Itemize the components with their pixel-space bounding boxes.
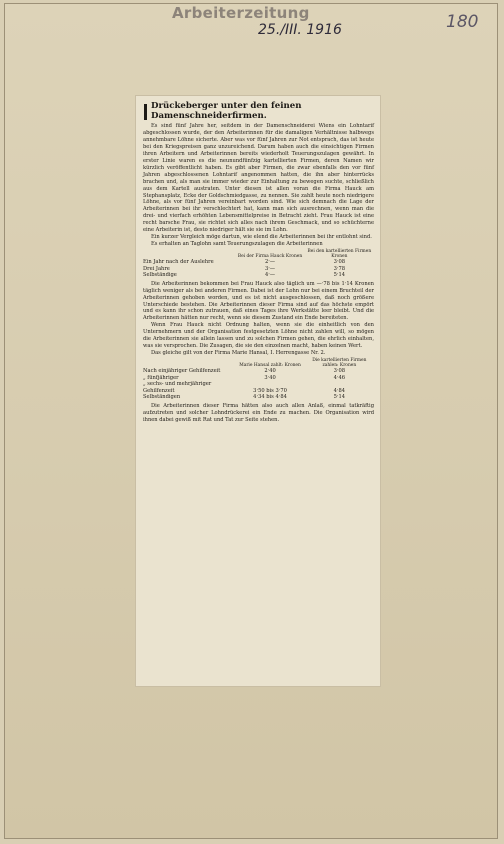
table-row: Gehilfenzeit 3·50 bis 3·70 4·84 [143, 387, 346, 394]
table-row: Drei Jahre 3·— 3·78 [143, 265, 346, 272]
table-header-row: Bei der Firma Hauck Kronen Bei den kartellierten Firmen Kronen [237, 249, 372, 260]
wage-table-hansal [143, 358, 374, 401]
archive-number: 180 [446, 12, 479, 32]
table-header-row: Marie Hansal zahlt: Kronen Die kartellierten Firmen zahlen: Kronen [239, 358, 367, 369]
handwritten-date: 25./III. 1916 [258, 22, 342, 38]
wage-table-hauck [143, 249, 374, 279]
table-row: Ein Jahr nach der Auslehre 2·— 3·08 [143, 259, 346, 266]
article-paragraph: Die Arbeiterinnen dieser Firma hätten also auch allen Anlaß, einmal tatkräftig aufzutreten und solcher Lohndrückerei ein Ende zu machen. Die Organisation wird ihnen dabei gewiß mit Rat und Tat zur Seite stehen. [143, 402, 374, 423]
table-row: Nach einjähriger Gehilfenzeit 2·40 3·08 [143, 368, 346, 375]
article-paragraph: Das gleiche gilt von der Firma Marie Hansal, I. Herrengasse Nr. 2. [151, 350, 326, 357]
newspaper-clipping [136, 96, 380, 686]
newspaper-stamp: Arbeiterzeitung [172, 4, 310, 22]
table-row: Selbständigen 4·34 bis 4·84 5·14 [143, 394, 346, 401]
article-paragraph: Ein kurzer Vergleich möge dartun, wie elend die Arbeiterinnen bei ihr entlohnt sind. [151, 234, 372, 241]
headline-bar [144, 104, 147, 120]
table-row: „ sechs- und mehrjähriger [143, 381, 212, 388]
table-row: „ fünfjähriger 3·40 4·46 [143, 374, 346, 381]
article-paragraph: Es sind fünf Jahre her, seitdem in der Damenschneiderei Wiens ein Lohntarif abgeschlossen wurde, der den Arbeiterinnen für die damaligen Verhältnisse halbwegs annehmbare Löhne sicherte. Aber was vor fünf Jahren zur Not entsprach, das ist heute bei den Kriegspreisen ganz unzureichend. Darum haben auch die einsichtigen Firmen ihren Arbeitern und Arbeiterinnen bereits wiederholt Teuerungszulagen gewährt. In erster Linie waren es die neunundfünfzig kartellierten Firmen, deren Namen wir kürzlich veröffentlicht haben. Es gibt aber Firmen, die zwar ebenfalls den vor fünf Jahren abgeschlossenen Lohntarif angenommen hatten, die ihn aber hinterrücks brachen und, als man sie immer wieder zur Einhaltung zu bewegen suchte, schließlich aus dem Kartell austraten. Unter diesen ist allen voran die Firma Hauck am Stephansplatz, Ecke der Goldschmiedgasse, zu nennen. Sie zahlt heute noch niedrigere Löhne, als vor fünf Jahren vereinbart worden sind. Wie sich demnach die Lage der Arbeiterinnen bei ihr verschlechtert hat, kann man sich ausrechnen, wenn man die drei- und vierfach erhöhten Lebensmittelpreise in Betracht zieht. Frau Hauck ist eine recht barsche Frau, sie richtet sich alles nach ihrem Geschmack, und so schüchterne eine Arbeiterin ist, desto niedriger hält sie sie im Lohn. [143, 123, 374, 234]
article-paragraph: Wenn Frau Hauck nicht Ordnung halten, wenn sie die einheitlich von den Unternehmern und der Organisation festgesetzten Löhne nicht zahlen will, so mögen die Arbeiterinnen sie allein lassen und zu solchen Firmen gehen, die ehrlich einhalten, was sie versprochen. Die Zusagen, die sie den einzelnen macht, haben keinen Wert. [143, 322, 374, 350]
article-paragraph: Die Arbeiterinnen bekommen bei Frau Hauck also täglich um —·78 bis 1·14 Kronen täglich weniger als bei anderen Firmen. Dabei ist der Lohn nur bei einem Bruchteil der Arbeiterinnen gehoben worden, und es ist nicht ausgeschlossen, daß noch größere Unterschiede bestehen. Die Arbeiterinnen dieser Firma sind auf das höchste empört und es kann ihr schon zutrauen, daß eines Tages ihre Werkstätte leer bleibt. Und die Arbeiterinnen hätten nur recht, wenn sie diesem Zustand ein Ende bereiteten. [143, 280, 374, 322]
table-row: Selbständige 4·— 5·14 [143, 272, 346, 279]
article-headline: Drückeberger unter den feinen Damenschneiderfirmen. [151, 101, 302, 121]
article-paragraph: Es erhalten an Taglohn samt Teuerungszulagen die Arbeiterinnen [151, 241, 323, 248]
